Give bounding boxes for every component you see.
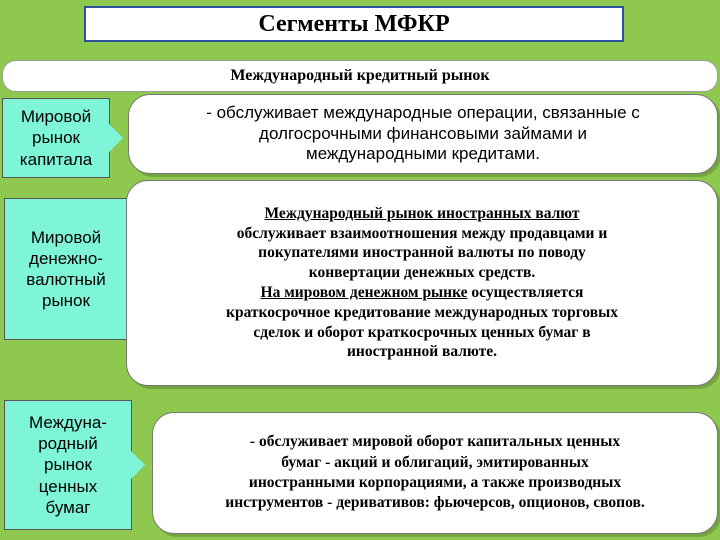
- capital-market-description: - обслуживает международные операции, связанные с долгосрочными финансовыми займами и международными кредитами.: [128, 94, 718, 174]
- segment-label-money-currency-market: Мировой денежно- валютный рынок: [4, 198, 128, 340]
- securities-market-description: - обслуживает мировой оборот капитальных ценных бумаг - акций и облигаций, эмитированных иностранными корпорациями, а также производных инструментов - деривативов: фьючерсов, опционов, свопов.: [152, 412, 718, 534]
- money-market-link[interactable]: На мировом денежном рынке: [260, 284, 468, 301]
- segment-label-capital-market: Мировой рынок капитала: [2, 98, 110, 178]
- forex-market-link[interactable]: Международный рынок иностранных валют: [264, 204, 580, 222]
- page-title: Сегменты МФКР: [84, 6, 624, 42]
- segment-label-securities-market: Междуна- родный рынок ценных бумаг: [4, 400, 132, 530]
- international-credit-market-bar: Международный кредитный рынок: [2, 60, 718, 92]
- money-currency-market-description: Международный рынок иностранных валют обслуживает взаимоотношения между продавцами и покупателями иностранной валюты по поводу конвертации денежных средств. На мировом денежном рынке осуществляется краткосрочное кредитование международных торговых сделок и оборот краткосрочных ценных бумаг в иностранной валюте.: [126, 180, 718, 386]
